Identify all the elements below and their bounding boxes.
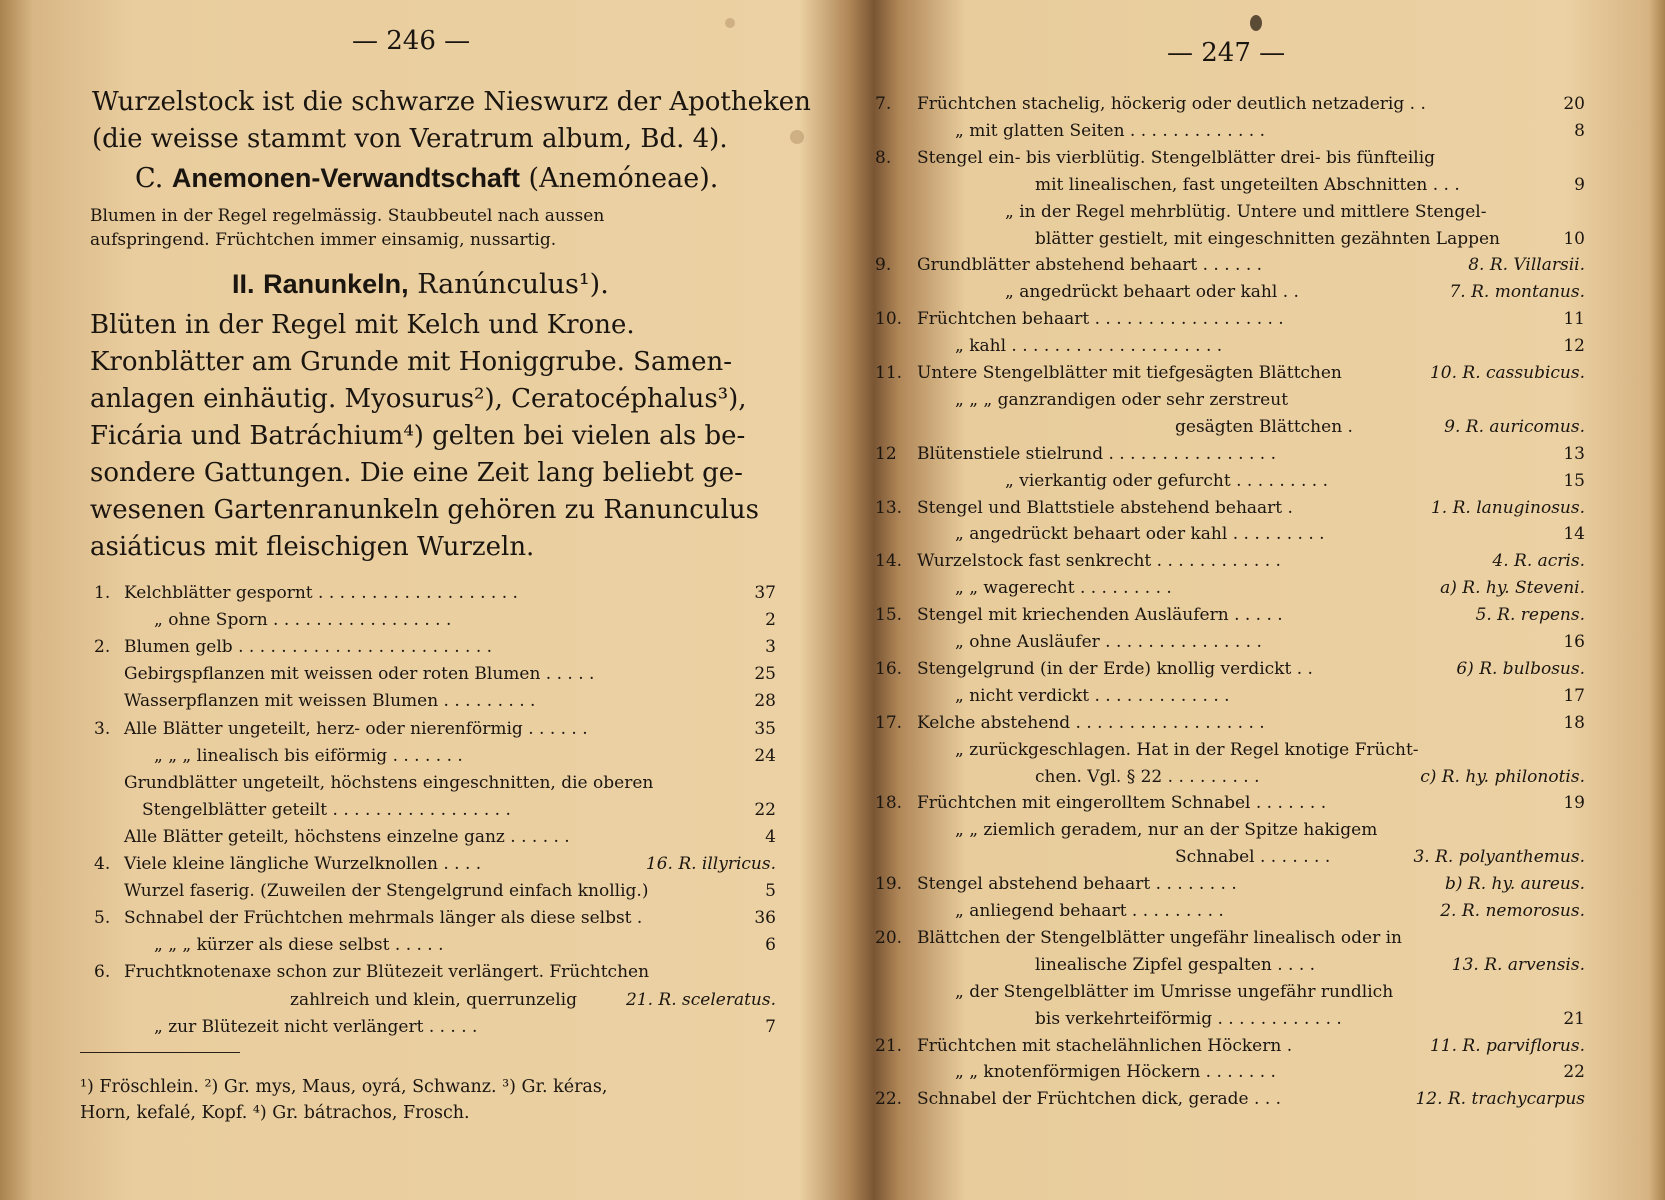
text-line: Ficária und Batráchium⁴) gelten bei vielen als be- [90,421,746,451]
key-text: Gebirgspflanzen mit weissen oder roten Blumen . . . . . [124,664,595,685]
key-entry [875,901,1585,927]
key-entry [875,740,1585,766]
key-entry [94,583,776,609]
key-reference: 16. R. illyricus. [645,854,776,874]
key-entry [94,664,776,690]
key-number: 9. [875,255,892,276]
key-reference: 35 [754,718,776,739]
footnote-rule [80,1052,240,1053]
key-reference: 4 [765,826,776,847]
key-number: 21. [875,1035,903,1056]
key-text: mit linealischen, fast ungeteilten Abschnitten . . . [1035,174,1460,195]
key-reference: 7 [765,1016,776,1037]
key-text: Wurzelstock fast senkrecht . . . . . . . . . . . . [917,551,1281,572]
key-text: Kelchblätter gespornt . . . . . . . . . . . . . . . . . . . [124,583,518,603]
paper-stain [725,18,735,28]
key-reference: 22 [1563,1062,1585,1083]
key-reference: 4. R. acris. [1492,551,1585,572]
key-number: 18. [875,793,903,814]
key-reference: 10. R. cassubicus. [1429,363,1585,383]
key-entry [94,854,776,880]
key-text: Stengel mit kriechenden Ausläufern . . . . . [917,605,1283,626]
key-text: „ zur Blütezeit nicht verlängert . . . . . [154,1016,478,1037]
text-line: Wurzelstock ist die schwarze Nieswurz der Apotheken [92,87,811,117]
key-entry [875,229,1585,255]
key-number: 6. [94,962,111,983]
key-reference: 5. R. repens. [1475,605,1585,626]
key-entry [875,148,1585,174]
key-reference: 3. R. polyanthemus. [1413,847,1585,868]
text-line: anlagen einhäutig. Myosurus²), Ceratocéphalus³), [90,384,747,414]
key-entry [94,610,776,636]
page-number: — 246 — [352,26,471,56]
right-page [845,0,1665,1200]
key-entry [875,471,1585,497]
key-number: 4. [94,854,111,874]
key-entry [875,1036,1585,1062]
key-number: 5. [94,908,111,929]
key-number: 16. [875,658,903,679]
text-line: Blüten in der Regel mit Kelch und Krone. [90,310,635,340]
key-text: Stengel und Blattstiele abstehend behaart . [917,497,1293,518]
paper-stain [790,130,804,144]
key-reference: 14 [1563,524,1585,545]
page-number: — 247 — [1167,38,1286,68]
key-text: Blättchen der Stengelblätter ungefähr linealisch oder in [917,927,1402,948]
key-text: Grundblätter abstehend behaart . . . . . . [917,255,1263,276]
section-latin: (Anemóneae). [528,163,719,194]
key-text: Früchtchen mit eingerolltem Schnabel . . . . . . . [917,793,1327,814]
genus-title: Ranunkeln, [263,269,409,299]
key-text: gesägten Blättchen . [1175,416,1353,437]
key-entry [875,793,1585,819]
key-text: Schnabel . . . . . . . [1175,847,1331,868]
key-text: „ „ ziemlich geradem, nur an der Spitze hakigem [955,820,1378,841]
section-heading [135,160,718,197]
key-text: „ angedrückt behaart oder kahl . . [1005,282,1299,303]
key-reference: 3 [765,637,776,658]
key-text: bis verkehrteiförmig . . . . . . . . . . . . [1035,1008,1342,1029]
key-number: 3. [94,718,111,739]
key-entry [875,659,1585,685]
key-reference: 5 [765,881,776,902]
key-entry [94,908,776,934]
paper-stain [1250,15,1262,31]
key-entry [875,1062,1585,1088]
key-text: blätter gestielt, mit eingeschnitten gezähnten Lappen [1035,228,1500,249]
key-entry [875,847,1585,873]
key-entry [875,1009,1585,1035]
key-entry [875,175,1585,201]
key-entry [875,686,1585,712]
key-entry [875,94,1585,120]
key-entry [875,578,1585,604]
key-entry [875,202,1585,228]
key-entry [875,632,1585,658]
key-reference: 15 [1563,470,1585,491]
key-entry [875,982,1585,1008]
key-text: „ der Stengelblätter im Umrisse ungefähr rundlich [955,981,1394,1002]
key-text: Blütenstiele stielrund . . . . . . . . . . . . . . . . [917,443,1276,464]
key-entry [94,990,776,1016]
key-reference: 36 [754,908,776,929]
key-text: „ „ knotenförmigen Höckern . . . . . . . [955,1062,1276,1083]
key-text: „ vierkantig oder gefurcht . . . . . . . . . [1005,470,1328,491]
key-entry [875,1089,1585,1115]
key-text: linealische Zipfel gespalten . . . . [1035,954,1316,975]
key-text: Wurzel faserig. (Zuweilen der Stengelgrund einfach knollig.) [124,881,649,902]
key-number: 20. [875,927,903,948]
key-entry [94,691,776,717]
section-title: Anemonen-Verwandtschaft [171,163,520,193]
key-entry [875,390,1585,416]
key-text: Früchtchen stachelig, höckerig oder deutlich netzaderig . . [917,94,1426,114]
key-text: Schnabel der Früchtchen mehrmals länger als diese selbst . [124,908,643,929]
key-entry [875,605,1585,631]
key-text: Fruchtknotenaxe schon zur Blütezeit verlängert. Früchtchen [124,962,650,983]
key-reference: 11. R. parviflorus. [1429,1035,1585,1056]
key-reference: 1. R. lanuginosus. [1430,497,1585,518]
key-text: „ angedrückt behaart oder kahl . . . . . . . . . [955,524,1325,545]
key-text: „ zurückgeschlagen. Hat in der Regel knotige Frücht- [955,739,1419,760]
key-text: Grundblätter ungeteilt, höchstens eingeschnitten, die oberen [124,772,654,793]
key-text: Alle Blätter geteilt, höchstens einzelne ganz . . . . . . [124,826,570,847]
key-text: Stengelblätter geteilt . . . . . . . . . . . . . . . . . [142,799,511,820]
key-entry [875,309,1585,335]
key-entry [875,551,1585,577]
key-entry [875,928,1585,954]
key-reference: 25 [754,664,776,685]
key-text: Schnabel der Früchtchen dick, gerade . . . [917,1089,1282,1110]
key-number: 17. [875,712,903,733]
key-reference: 8 [1574,120,1585,141]
key-entry [875,363,1585,389]
key-reference: 21 [1563,1008,1585,1029]
genus-latin: Ranúnculus¹). [417,269,609,300]
genus-prefix: II. [232,269,255,299]
key-entry [875,524,1585,550]
key-entry [94,800,776,826]
key-text: „ „ wagerecht . . . . . . . . . [955,578,1172,599]
key-number: 22. [875,1089,903,1110]
key-reference: 7. R. montanus. [1449,282,1585,303]
key-entry [94,637,776,663]
key-entry [94,746,776,772]
key-text: Kelche abstehend . . . . . . . . . . . . . . . . . . [917,712,1265,733]
key-reference: 16 [1563,632,1585,652]
key-text: Stengel abstehend behaart . . . . . . . . [917,874,1237,895]
key-entry [94,1017,776,1043]
key-reference: 13. R. arvensis. [1451,954,1585,975]
text-line: (die weisse stammt von Veratrum album, Bd. 4). [92,124,728,154]
key-entry [94,827,776,853]
key-entry [875,417,1585,443]
key-text: Stengelgrund (in der Erde) knollig verdickt . . [917,658,1313,679]
key-entry [875,336,1585,362]
text-line: Blumen in der Regel regelmässig. Staubbeutel nach aussen [90,206,605,226]
key-text: „ nicht verdickt . . . . . . . . . . . . . [955,685,1230,706]
text-line: Kronblätter am Grunde mit Honiggrube. Samen- [90,347,733,377]
key-reference: 13 [1563,443,1585,464]
key-number: 19. [875,874,903,895]
section-prefix: C. [135,163,164,194]
key-text: „ „ „ kürzer als diese selbst . . . . . [154,935,444,956]
key-reference: 6 [765,935,776,956]
key-text: „ „ „ ganzrandigen oder sehr zerstreut [955,389,1289,410]
key-number: 10. [875,309,903,330]
key-number: 8. [875,147,892,168]
key-entry [875,255,1585,281]
key-number: 12 [875,443,897,464]
key-reference: 21. R. sceleratus. [625,989,776,1010]
key-number: 7. [875,94,892,114]
genus-heading [232,266,609,303]
text-line: asiáticus mit fleischigen Wurzeln. [90,532,535,562]
key-text: „ ohne Sporn . . . . . . . . . . . . . . . . . [154,610,452,631]
text-line: wesenen Gartenranunkeln gehören zu Ranunculus [90,495,760,525]
key-text: „ kahl . . . . . . . . . . . . . . . . . . . . [955,336,1223,357]
key-reference: 24 [754,745,776,766]
key-entry [94,935,776,961]
text-line: aufspringend. Früchtchen immer einsamig, nussartig. [90,230,557,250]
key-reference: 11 [1563,309,1585,330]
key-reference: b) R. hy. aureus. [1445,874,1585,895]
key-text: Blumen gelb . . . . . . . . . . . . . . . . . . . . . . . . [124,637,493,658]
key-reference: c) R. hy. philonotis. [1420,766,1585,787]
key-entry [875,874,1585,900]
key-number: 1. [94,583,111,603]
key-reference: 19 [1563,793,1585,814]
key-number: 2. [94,637,111,658]
key-number: 14. [875,551,903,572]
key-reference: 9. R. auricomus. [1444,416,1585,437]
footnote-line: ¹) Fröschlein. ²) Gr. mys, Maus, oyrá, Schwanz. ³) Gr. kéras, [80,1077,608,1097]
key-entry [94,962,776,988]
key-text: „ ohne Ausläufer . . . . . . . . . . . . . . . [955,632,1262,652]
key-text: „ „ „ linealisch bis eiförmig . . . . . . . [154,745,463,766]
key-reference: 8. R. Villarsii. [1468,255,1585,276]
key-reference: 18 [1563,712,1585,733]
key-text: Alle Blätter ungeteilt, herz- oder nierenförmig . . . . . . [124,718,588,739]
key-number: 11. [875,363,903,383]
key-text: „ anliegend behaart . . . . . . . . . [955,901,1224,921]
key-text: Viele kleine längliche Wurzelknollen . . . . [124,854,482,874]
key-entry [875,767,1585,793]
key-text: Stengel ein- bis vierblütig. Stengelblätter drei- bis fünfteilig [917,147,1436,168]
footnote-line: Horn, kefalé, Kopf. ⁴) Gr. bátrachos, Frosch. [80,1103,470,1123]
key-reference: 2. R. nemorosus. [1440,901,1585,921]
key-text: chen. Vgl. § 22 . . . . . . . . . [1035,766,1260,787]
key-reference: 2 [765,610,776,631]
key-text: „ in der Regel mehrblütig. Untere und mittlere Stengel- [1005,201,1487,222]
key-text: Untere Stengelblätter mit tiefgesägten Blättchen [917,363,1342,383]
key-reference: 20 [1563,94,1585,114]
key-entry [875,444,1585,470]
key-entry [875,713,1585,739]
key-reference: 12 [1563,336,1585,357]
key-entry [875,498,1585,524]
key-reference: 28 [754,691,776,712]
text-line: sondere Gattungen. Die eine Zeit lang beliebt ge- [90,458,743,488]
key-reference: 10 [1563,228,1585,249]
key-entry [875,955,1585,981]
key-text: Früchtchen behaart . . . . . . . . . . . . . . . . . . [917,309,1284,330]
key-entry [94,881,776,907]
key-reference: 17 [1563,685,1585,706]
key-reference: 12. R. trachycarpus [1415,1089,1585,1110]
key-text: „ mit glatten Seiten . . . . . . . . . . . . . [955,120,1266,141]
key-text: Wasserpflanzen mit weissen Blumen . . . . . . . . . [124,691,536,712]
key-reference: 9 [1574,174,1585,195]
key-number: 15. [875,605,903,626]
key-entry [875,820,1585,846]
key-text: Früchtchen mit stachelähnlichen Höckern . [917,1035,1293,1056]
key-reference: 22 [754,799,776,820]
key-text: zahlreich und klein, querrunzelig [290,989,577,1010]
key-entry [94,719,776,745]
key-entry [94,773,776,799]
key-entry [875,121,1585,147]
key-entry [875,282,1585,308]
key-number: 13. [875,497,903,518]
key-reference: 6) R. bulbosus. [1456,658,1585,679]
key-reference: 37 [754,583,776,603]
key-reference: a) R. hy. Steveni. [1440,578,1585,599]
